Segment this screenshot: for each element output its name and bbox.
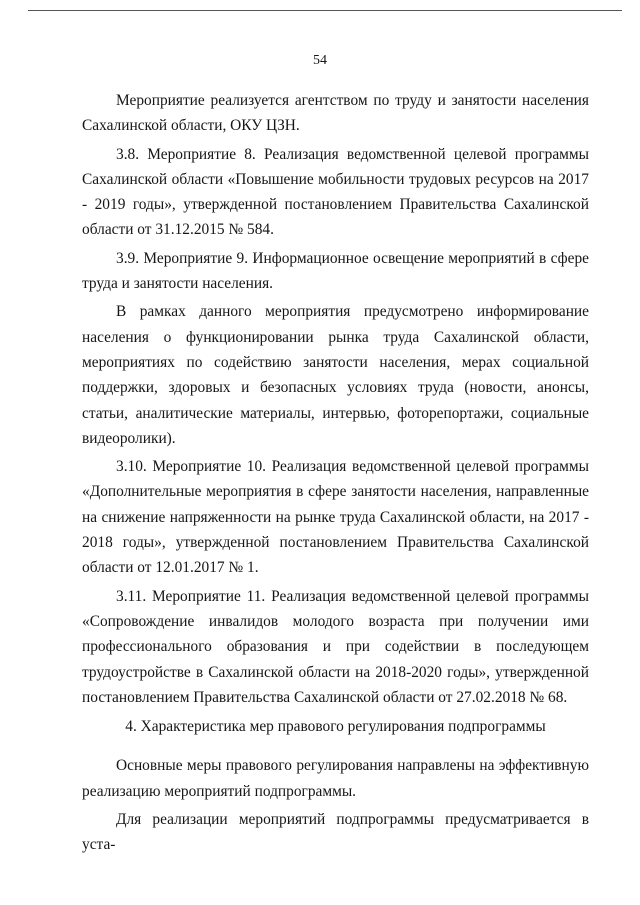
paragraph-measure-3-8: 3.8. Мероприятие 8. Реализация ведомственной целевой программы Сахалинской области «Повышение мобильности трудовых ресурсов на 2017 - 2019 годы», утвержденной постановлением Правительства Сахалинской области от 31.12.2015 № 584. bbox=[82, 145, 589, 239]
paragraph-measure-3-9-details: В рамках данного мероприятия предусмотрено информирование населения о функционировании рынка труда Сахалинской области, мероприятиях по содействию занятости населения, мерах социальной поддержки, здоровых и безопасных условиях труда (новости, анонсы, статьи, аналитические материалы, интервью, фоторепортажи, социальные видеоролики). bbox=[82, 303, 589, 447]
paragraph-implementation: Для реализации мероприятий подпрограммы предусматривается в уста- bbox=[82, 811, 589, 854]
paragraph-measure-3-11: 3.11. Мероприятие 11. Реализация ведомственной целевой программы «Сопровождение инвалидов молодого возраста при получении ими профессионального образования и при содействии в последующем трудоустройстве в Сахалинской области на 2018-2020 годы», утвержденной постановлением Правительства Сахалинской области от 27.02.2018 № 68. bbox=[82, 587, 589, 706]
page-number: 54 bbox=[313, 53, 327, 68]
paragraph-measure-3-9: 3.9. Мероприятие 9. Информационное освещение мероприятий в сфере труда и занятости населения. bbox=[82, 249, 589, 293]
section-heading: 4. Характеристика мер правового регулирования подпрограммы bbox=[125, 718, 546, 736]
document-body bbox=[82, 88, 589, 858]
paragraph-legal-measures: Основные меры правового регулирования направлены на эффективную реализацию мероприятий подпрограммы. bbox=[82, 757, 589, 800]
page-top-rule bbox=[28, 10, 622, 11]
paragraph-implementer: Мероприятие реализуется агентством по труду и занятости населения Сахалинской области, ОКУ ЦЗН. bbox=[82, 92, 589, 135]
paragraph-measure-3-10: 3.10. Мероприятие 10. Реализация ведомственной целевой программы «Дополнительные мероприятия в сфере занятости населения, направленные на снижение напряженности на рынке труда Сахалинской области, на 2017 - 2018 годы», утвержденной постановлением Правительства Сахалинской области от 12.01.2017 № 1. bbox=[82, 458, 589, 577]
